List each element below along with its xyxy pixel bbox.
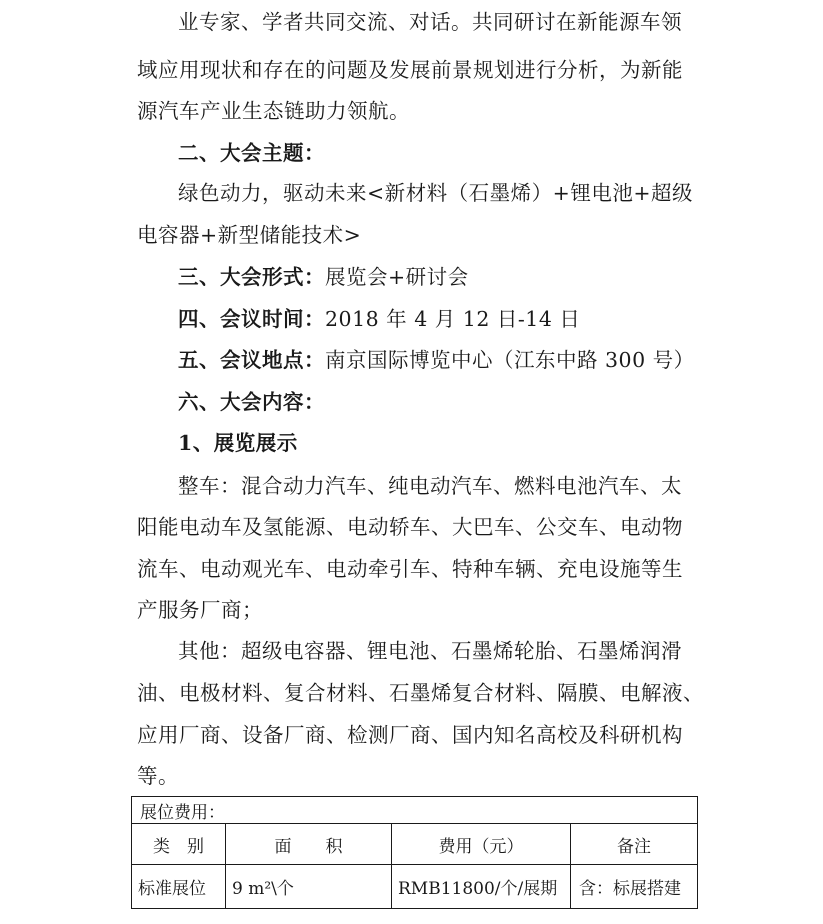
cell-category: 标准展位 (132, 865, 226, 909)
section-5-label: 五、会议地点： (178, 348, 325, 372)
table-row (132, 865, 698, 909)
others-line-4: 等。 (137, 764, 179, 788)
fee-table (131, 796, 698, 909)
section-4-value: 2018 年 4 月 12 日-14 日 (325, 307, 581, 331)
cell-fee: RMB11800/个/展期 (392, 865, 571, 909)
header-fee: 费用（元） (392, 824, 571, 865)
vehicles-line-2: 阳能电动车及氢能源、电动轿车、大巴车、公交车、电动物 (137, 515, 683, 539)
others-line-3: 应用厂商、设备厂商、检测厂商、国内知名高校及科研机构 (137, 723, 683, 747)
others-line-2: 油、电极材料、复合材料、石墨烯复合材料、隔膜、电解液、 (137, 681, 704, 705)
section-3-value: 展览会+研讨会 (325, 265, 469, 289)
section-6-subheading: 1、展览展示 (178, 431, 298, 455)
header-notes: 备注 (571, 824, 698, 865)
section-6-heading: 六、大会内容： (178, 390, 325, 414)
section-3 (178, 265, 469, 289)
header-category: 类 别 (132, 824, 226, 865)
header-area: 面 积 (226, 824, 392, 865)
section-5-value: 南京国际博览中心（江东中路 300 号） (325, 348, 695, 372)
fee-table-header-row (132, 824, 698, 865)
intro-line-1: 业专家、学者共同交流、对话。共同研讨在新能源车领 (178, 10, 682, 34)
fee-table-caption: 展位费用： (132, 797, 698, 824)
section-5 (178, 348, 695, 372)
intro-line-3: 源汽车产业生态链助力领航。 (137, 99, 410, 123)
vehicles-line-1: 整车：混合动力汽车、纯电动汽车、燃料电池汽车、太 (178, 474, 682, 498)
intro-line-2: 域应用现状和存在的问题及发展前景规划进行分析，为新能 (137, 58, 683, 82)
theme-line-1: 绿色动力，驱动未来<新材料（石墨烯）+锂电池+超级 (178, 181, 694, 205)
cell-notes: 含：标展搭建 (571, 865, 698, 909)
section-3-label: 三、大会形式： (178, 265, 325, 289)
fee-table-caption-row (132, 797, 698, 824)
section-4-label: 四、会议时间： (178, 307, 325, 331)
others-line-1: 其他：超级电容器、锂电池、石墨烯轮胎、石墨烯润滑 (178, 639, 682, 663)
cell-area: 9 m²\个 (226, 865, 392, 909)
vehicles-line-4: 产服务厂商； (137, 598, 263, 622)
vehicles-line-3: 流车、电动观光车、电动牵引车、特种车辆、充电设施等生 (137, 557, 683, 581)
section-2-heading: 二、大会主题： (178, 141, 325, 165)
section-4 (178, 307, 580, 331)
theme-line-2: 电容器+新型储能技术> (137, 223, 362, 247)
